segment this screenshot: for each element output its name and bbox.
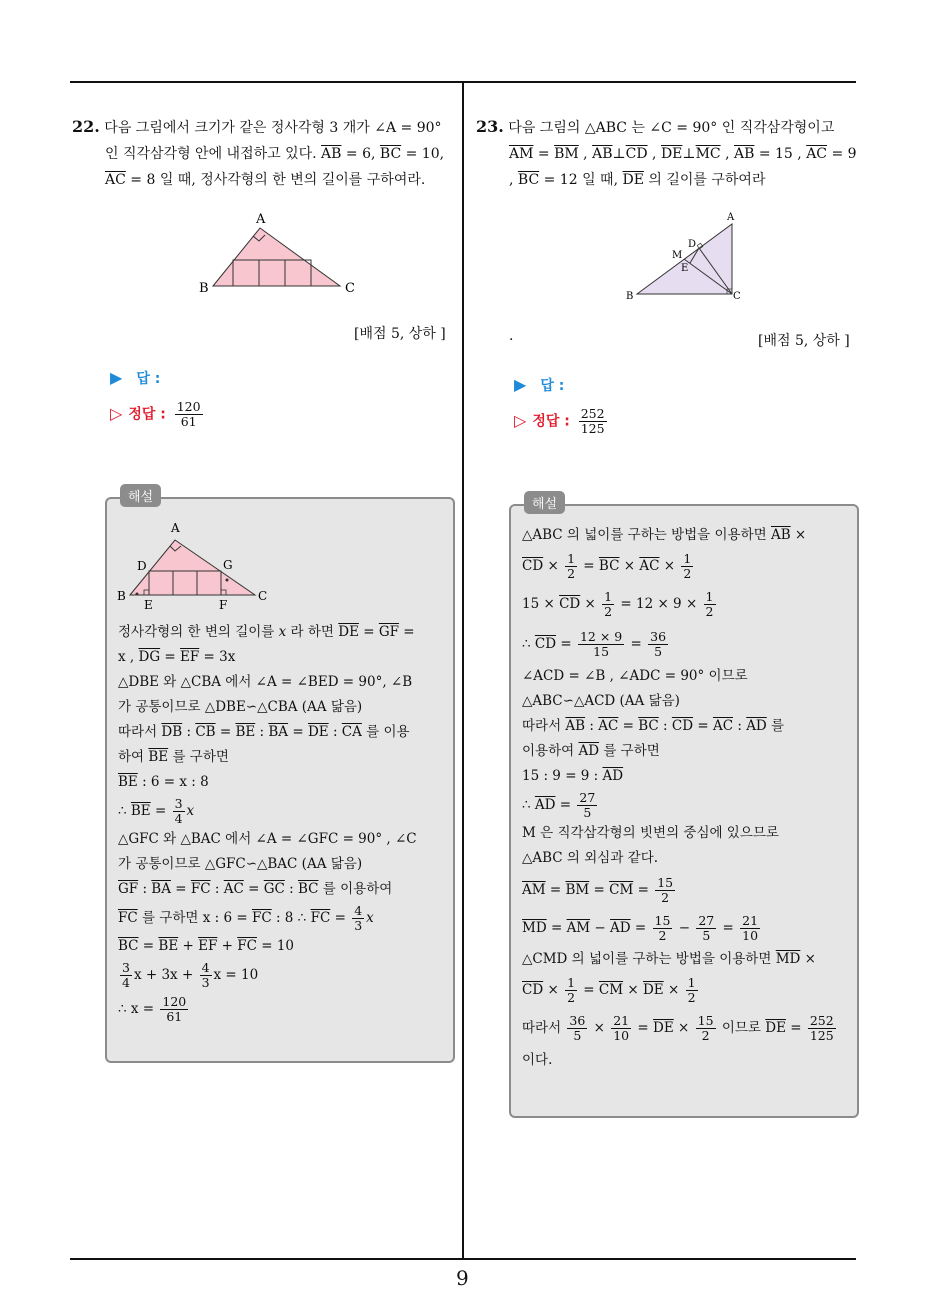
q22-solution-text bbox=[118, 620, 443, 1027]
seg-fc: $\overline{FC}$ bbox=[310, 910, 331, 926]
fraction bbox=[681, 552, 693, 581]
seg-ab: $\overline{AB}$ bbox=[565, 718, 586, 734]
sol-text: 를 이용 bbox=[361, 724, 410, 740]
fraction-numerator: 120 bbox=[176, 399, 201, 414]
q22-line2: 인 직각삼각형 안에 내접하고 있다. bbox=[105, 146, 322, 162]
var-x: x bbox=[278, 624, 287, 640]
label-m: M bbox=[672, 250, 683, 261]
sol-text: ∴ bbox=[522, 797, 535, 813]
seg-fc: $\overline{FC}$ bbox=[118, 910, 138, 926]
sol-text: 이므로 bbox=[717, 1020, 766, 1036]
sol-text: × bbox=[580, 596, 601, 612]
seg-ad: $\overline{AD}$ bbox=[746, 718, 767, 734]
sol-text: 15 × bbox=[522, 596, 560, 612]
var-x: x bbox=[186, 803, 195, 819]
fraction-denominator: 5 bbox=[583, 805, 592, 820]
label-e: E bbox=[144, 598, 153, 612]
fraction bbox=[565, 552, 577, 581]
seg-ab: $\overline{AB}$ bbox=[770, 527, 791, 543]
sol-text: = bbox=[626, 636, 647, 652]
sol-text: 따라서 bbox=[118, 724, 162, 740]
seg-be: $\overline{BE}$ bbox=[148, 749, 169, 765]
seg-cb: $\overline{CB}$ bbox=[195, 724, 216, 740]
sol-text: △CMD 의 넓이를 구하는 방법을 이용하면 bbox=[522, 951, 776, 967]
fraction bbox=[352, 904, 364, 933]
seg-bc: $\overline{BC}$ bbox=[118, 938, 139, 954]
seg-ba: $\overline{BA}$ bbox=[268, 724, 289, 740]
q23-text: , bbox=[509, 172, 518, 188]
sol-text: 라 하면 bbox=[286, 624, 339, 640]
fraction-numerator: 252 bbox=[580, 406, 605, 421]
label-b: B bbox=[626, 291, 634, 302]
q22-triangle-figure bbox=[195, 208, 365, 298]
seg-ab: $\overline{AB}$ bbox=[592, 146, 613, 162]
sol-text: 하여 bbox=[118, 749, 149, 765]
fraction-denominator: 61 bbox=[166, 1009, 183, 1024]
seg-ac: $\overline{AC}$ bbox=[712, 718, 734, 734]
fraction-denominator: 125 bbox=[809, 1028, 834, 1043]
fraction-denominator: 3 bbox=[354, 918, 363, 933]
sol-line: 가 공통이므로 △DBE∽△CBA (AA 닮음) bbox=[118, 699, 363, 715]
seg-bc: $\overline{BC}$ bbox=[638, 718, 659, 734]
var-x: x bbox=[366, 910, 374, 926]
sol-text: = bbox=[150, 803, 171, 819]
q23-correct-row bbox=[514, 407, 609, 436]
fraction-denominator: 125 bbox=[580, 421, 605, 436]
fraction-denominator: 5 bbox=[702, 928, 711, 943]
q22-score: [배점 5, 상하 ] bbox=[354, 326, 446, 342]
seg-ef: $\overline{EF}$ bbox=[180, 649, 200, 665]
q23-dot: . bbox=[509, 328, 514, 344]
sol-line: ∠ACD = ∠B , ∠ADC = 90° 이므로 bbox=[522, 668, 748, 684]
label-g: G bbox=[223, 558, 233, 572]
sol-text: : bbox=[284, 881, 298, 897]
fraction bbox=[686, 976, 698, 1005]
sol-text: + bbox=[217, 938, 238, 954]
fraction bbox=[696, 914, 716, 943]
fraction bbox=[653, 914, 673, 943]
fraction bbox=[808, 1014, 836, 1043]
seg-cm: $\overline{CM}$ bbox=[609, 882, 634, 898]
play-icon: ▶ bbox=[514, 375, 527, 394]
sol-line: △ABC 의 외심과 같다. bbox=[522, 850, 659, 866]
label-c: C bbox=[345, 281, 355, 296]
sol-text: = bbox=[693, 718, 713, 734]
seg-md: $\overline{MD}$ bbox=[522, 920, 547, 936]
sol-text: : bbox=[255, 724, 269, 740]
sol-text: × bbox=[543, 982, 564, 998]
sol-text: = bbox=[718, 920, 739, 936]
q22-solution-figure bbox=[115, 518, 275, 613]
fraction bbox=[648, 630, 668, 659]
q23-solution-tag: 해설 bbox=[524, 491, 565, 514]
sol-line: 이다. bbox=[522, 1052, 553, 1068]
q22-text: = 10, bbox=[401, 146, 445, 162]
sol-text: × bbox=[619, 558, 640, 574]
label-e: E bbox=[681, 263, 689, 274]
sol-line: △ABC∽△ACD (AA 닮음) bbox=[522, 693, 680, 709]
sol-text: : bbox=[733, 718, 747, 734]
sol-line: △GFC 와 △BAC 에서 ∠A = ∠GFC = 90° , ∠C bbox=[118, 831, 417, 847]
seg-bc: $\overline{BC}$ bbox=[517, 172, 540, 188]
fraction-numerator: 15 bbox=[654, 913, 671, 928]
fraction-numerator: 1 bbox=[567, 975, 576, 990]
label-b: B bbox=[199, 281, 209, 296]
sol-text: : bbox=[182, 724, 196, 740]
sol-text: − bbox=[590, 920, 611, 936]
fraction-denominator: 4 bbox=[174, 811, 183, 826]
seg-fc: $\overline{FC}$ bbox=[237, 938, 257, 954]
sol-text: = bbox=[555, 797, 576, 813]
fraction-numerator: 3 bbox=[122, 960, 130, 975]
sol-text: : bbox=[138, 881, 152, 897]
sol-text: 를 구하면 bbox=[599, 743, 660, 759]
sol-text: 따라서 bbox=[522, 718, 566, 734]
label-b: B bbox=[117, 589, 126, 603]
fraction bbox=[578, 630, 624, 659]
sol-text: = bbox=[288, 724, 308, 740]
sol-text: : bbox=[210, 881, 224, 897]
fraction-numerator: 36 bbox=[650, 629, 667, 644]
sol-text: : bbox=[328, 724, 342, 740]
sol-text: × bbox=[673, 1020, 694, 1036]
seg-de: $\overline{DE}$ bbox=[622, 172, 644, 188]
fraction-denominator: 10 bbox=[742, 928, 759, 943]
sol-text: = bbox=[785, 1020, 806, 1036]
seg-ac: $\overline{AC}$ bbox=[105, 172, 126, 188]
seg-ad: $\overline{AD}$ bbox=[534, 797, 556, 813]
fraction-denominator: 15 bbox=[593, 644, 610, 659]
sol-text: = bbox=[579, 982, 599, 998]
sol-text: = 10 bbox=[256, 938, 295, 954]
q23-text: ⊥ bbox=[682, 146, 696, 162]
sol-text: × bbox=[800, 951, 816, 967]
sol-text: = bbox=[589, 882, 610, 898]
sol-text: = bbox=[399, 624, 415, 640]
seg-cd: $\overline{CD}$ bbox=[559, 596, 581, 612]
sol-text: = bbox=[170, 881, 191, 897]
fraction-numerator: 21 bbox=[742, 913, 759, 928]
seg-am: $\overline{AM}$ bbox=[509, 146, 534, 162]
sol-text: 를 bbox=[766, 718, 785, 734]
fraction-numerator: 252 bbox=[809, 1013, 834, 1028]
sol-text: = bbox=[618, 718, 639, 734]
seg-de: $\overline{DE}$ bbox=[338, 624, 359, 640]
play-outline-icon: ▷ bbox=[514, 410, 527, 430]
fraction-denominator: 3 bbox=[201, 975, 210, 990]
fraction bbox=[611, 1014, 631, 1043]
fraction bbox=[696, 1014, 716, 1043]
fraction-denominator: 61 bbox=[180, 414, 197, 429]
sol-text: − bbox=[674, 920, 695, 936]
sol-text: = bbox=[160, 649, 181, 665]
q23-line1: 다음 그림의 △ABC 는 ∠C = 90° 인 직각삼각형이고 bbox=[508, 120, 835, 136]
q22-text: = 6, bbox=[341, 146, 380, 162]
sol-text: 를 이용하여 bbox=[318, 881, 393, 897]
fraction-denominator: 2 bbox=[604, 604, 613, 619]
fraction-numerator: 27 bbox=[579, 790, 596, 805]
sol-text: = bbox=[630, 920, 651, 936]
sol-text: = bbox=[243, 881, 264, 897]
seg-cm: $\overline{CM}$ bbox=[598, 982, 624, 998]
sol-line: M 은 직각삼각형의 빗변의 중심에 있으므로 bbox=[522, 825, 779, 841]
seg-be: $\overline{BE}$ bbox=[130, 803, 151, 819]
q23-text: , bbox=[578, 146, 593, 162]
seg-bm: $\overline{BM}$ bbox=[554, 146, 579, 162]
label-a: A bbox=[256, 212, 266, 227]
seg-ad: $\overline{AD}$ bbox=[610, 920, 631, 936]
sol-text: = bbox=[138, 938, 159, 954]
fraction-denominator: 5 bbox=[654, 644, 663, 659]
fraction-numerator: 1 bbox=[604, 589, 613, 604]
sol-text: = bbox=[358, 624, 379, 640]
seg-dg: $\overline{DG}$ bbox=[138, 649, 161, 665]
sol-text: + bbox=[178, 938, 199, 954]
q22-question bbox=[72, 114, 457, 193]
sol-text: = bbox=[546, 920, 567, 936]
sol-text: × bbox=[659, 558, 680, 574]
play-icon: ▶ bbox=[110, 368, 123, 387]
sol-text: × bbox=[623, 982, 643, 998]
fraction bbox=[577, 791, 597, 820]
fraction-numerator: 15 bbox=[697, 1013, 714, 1028]
answer-label: 답 : bbox=[540, 378, 565, 394]
fraction-numerator: 120 bbox=[162, 994, 187, 1009]
q23-score: [배점 5, 상하 ] bbox=[758, 333, 850, 349]
fraction-denominator: 4 bbox=[122, 975, 130, 990]
sol-text: = bbox=[633, 1020, 654, 1036]
q22-line1: 다음 그림에서 크기가 같은 정사각형 3 개가 ∠A = 90° bbox=[104, 120, 442, 136]
seg-gf: $\overline{GF}$ bbox=[118, 881, 139, 897]
seg-ba: $\overline{BA}$ bbox=[151, 881, 171, 897]
fraction-numerator: 1 bbox=[687, 975, 696, 990]
q22-correct-answer bbox=[175, 400, 203, 429]
sol-text: x + 3x + bbox=[133, 967, 198, 983]
label-f: F bbox=[219, 598, 228, 612]
answer-label: 답 : bbox=[136, 371, 161, 387]
q23-answer-row bbox=[514, 375, 564, 395]
sol-text: x = 10 bbox=[213, 967, 259, 983]
q23-question bbox=[476, 114, 861, 193]
q23-correct-answer bbox=[579, 407, 607, 436]
sol-text: 15 : 9 = 9 : bbox=[522, 768, 603, 784]
seg-cd: $\overline{CD}$ bbox=[534, 636, 557, 652]
fraction-denominator: 2 bbox=[701, 1028, 710, 1043]
seg-bm: $\overline{BM}$ bbox=[565, 882, 590, 898]
fraction-numerator: 12 × 9 bbox=[579, 629, 623, 644]
fraction bbox=[602, 590, 614, 619]
seg-ab: $\overline{AB}$ bbox=[321, 146, 342, 162]
sol-text: : bbox=[658, 718, 672, 734]
fraction-numerator: 15 bbox=[657, 875, 674, 890]
seg-ad: $\overline{AD}$ bbox=[578, 743, 600, 759]
sol-text: 이용하여 bbox=[522, 743, 579, 759]
fraction-denominator: 2 bbox=[567, 990, 576, 1005]
sol-text: × bbox=[663, 982, 684, 998]
seg-ac: $\overline{AC}$ bbox=[223, 881, 244, 897]
seg-bc: $\overline{BC}$ bbox=[297, 881, 319, 897]
q23-text: = 15 , bbox=[754, 146, 807, 162]
sol-text: 를 구하면 x : 6 = bbox=[137, 910, 252, 926]
seg-de: $\overline{DE}$ bbox=[660, 146, 683, 162]
seg-be: $\overline{BE}$ bbox=[158, 938, 179, 954]
fraction-numerator: 21 bbox=[613, 1013, 630, 1028]
fraction-denominator: 2 bbox=[705, 604, 714, 619]
sol-text: 정사각형의 한 변의 길이를 bbox=[118, 624, 279, 640]
seg-fc: $\overline{FC}$ bbox=[190, 881, 211, 897]
label-c: C bbox=[258, 589, 268, 603]
fraction bbox=[565, 976, 577, 1005]
sol-text: : 6 = x : 8 bbox=[137, 774, 209, 790]
fraction-numerator: 1 bbox=[683, 551, 692, 566]
fraction-denominator: 2 bbox=[661, 890, 670, 905]
fraction bbox=[120, 961, 132, 990]
bottom-rule bbox=[70, 1258, 856, 1260]
sol-text: = 12 × 9 × bbox=[616, 596, 702, 612]
sol-text: = 3x bbox=[199, 649, 236, 665]
label-d: D bbox=[688, 239, 697, 250]
sol-text: = bbox=[579, 558, 599, 574]
sol-text: ∴ x = bbox=[118, 1001, 159, 1017]
q23-triangle-figure bbox=[620, 208, 750, 308]
fraction bbox=[200, 961, 212, 990]
sol-text: ∴ bbox=[522, 636, 535, 652]
fraction bbox=[704, 590, 716, 619]
fraction-numerator: 3 bbox=[174, 796, 183, 811]
fraction-numerator: 4 bbox=[201, 960, 210, 975]
label-a: A bbox=[171, 521, 180, 535]
correct-label: 정답 : bbox=[532, 413, 570, 430]
seg-ca: $\overline{CA}$ bbox=[341, 724, 362, 740]
sol-text: : 8 ∴ bbox=[271, 910, 311, 926]
sol-line: △DBE 와 △CBA 에서 ∠A = ∠BED = 90°, ∠B bbox=[118, 674, 413, 690]
sol-text: △ABC 의 넓이를 구하는 방법을 이용하면 bbox=[522, 527, 771, 543]
seg-cd: $\overline{CD}$ bbox=[522, 982, 544, 998]
sol-text: 를 구하면 bbox=[168, 749, 229, 765]
fraction-numerator: 1 bbox=[567, 551, 576, 566]
q23-text: ⊥ bbox=[612, 146, 626, 162]
seg-de: $\overline{DE}$ bbox=[642, 982, 664, 998]
seg-be: $\overline{BE}$ bbox=[118, 774, 138, 790]
sol-text: = bbox=[330, 910, 351, 926]
fraction bbox=[740, 914, 760, 943]
seg-de: $\overline{DE}$ bbox=[307, 724, 329, 740]
fraction-numerator: 1 bbox=[705, 589, 714, 604]
label-c: C bbox=[733, 291, 741, 302]
fraction bbox=[655, 876, 675, 905]
q23-text: = 12 일 때, bbox=[539, 172, 623, 188]
seg-ab: $\overline{AB}$ bbox=[733, 146, 755, 162]
fraction-numerator: 36 bbox=[569, 1013, 586, 1028]
fraction-denominator: 2 bbox=[567, 566, 576, 581]
fraction-denominator: 2 bbox=[687, 990, 696, 1005]
sol-text: = bbox=[545, 882, 566, 898]
sol-text: 따라서 bbox=[522, 1020, 566, 1036]
sol-line: 가 공통이므로 △GFC∽△BAC (AA 닮음) bbox=[118, 856, 363, 872]
q23-text: = 9 bbox=[827, 146, 857, 162]
seg-bc: $\overline{BC}$ bbox=[598, 558, 620, 574]
seg-fc: $\overline{FC}$ bbox=[251, 910, 272, 926]
sol-text: : bbox=[585, 718, 599, 734]
sol-text: × bbox=[543, 558, 564, 574]
seg-ac: $\overline{AC}$ bbox=[598, 718, 619, 734]
sol-text: x , bbox=[118, 649, 139, 665]
fraction bbox=[160, 995, 188, 1024]
fraction-denominator: 10 bbox=[613, 1028, 630, 1043]
sol-text: ∴ bbox=[118, 803, 131, 819]
fraction-numerator: 4 bbox=[354, 903, 363, 918]
q22-answer-row bbox=[110, 368, 160, 388]
seg-ac: $\overline{AC}$ bbox=[806, 146, 828, 162]
sol-text: = bbox=[215, 724, 236, 740]
fraction-denominator: 5 bbox=[573, 1028, 582, 1043]
seg-de: $\overline{DE}$ bbox=[765, 1020, 786, 1036]
seg-mc: $\overline{MC}$ bbox=[695, 146, 721, 162]
q22-line3: = 8 일 때, 정사각형의 한 변의 길이를 구하여라. bbox=[125, 172, 426, 188]
fraction-numerator: 27 bbox=[698, 913, 715, 928]
seg-cd: $\overline{CD}$ bbox=[522, 558, 544, 574]
seg-be: $\overline{BE}$ bbox=[235, 724, 256, 740]
play-outline-icon: ▷ bbox=[110, 403, 123, 423]
seg-ef: $\overline{EF}$ bbox=[198, 938, 218, 954]
seg-md: $\overline{MD}$ bbox=[775, 951, 801, 967]
column-divider bbox=[462, 83, 464, 1258]
seg-de: $\overline{DE}$ bbox=[653, 1020, 674, 1036]
fraction bbox=[173, 797, 185, 826]
label-d: D bbox=[137, 559, 147, 573]
q23-text: = bbox=[533, 146, 555, 162]
q23-solution-text bbox=[522, 523, 847, 1073]
q23-text: 의 길이를 구하여라 bbox=[643, 172, 766, 188]
fraction-denominator: 2 bbox=[683, 566, 692, 581]
correct-label: 정답 : bbox=[128, 406, 166, 423]
q23-text: , bbox=[647, 146, 661, 162]
sol-text: × bbox=[790, 527, 807, 543]
seg-am: $\overline{AM}$ bbox=[566, 920, 591, 936]
seg-am: $\overline{AM}$ bbox=[522, 882, 546, 898]
fraction-denominator: 2 bbox=[658, 928, 667, 943]
sol-text: × bbox=[589, 1020, 610, 1036]
page-number: 9 bbox=[456, 1266, 469, 1290]
seg-gf: $\overline{GF}$ bbox=[378, 624, 399, 640]
seg-ac: $\overline{AC}$ bbox=[639, 558, 660, 574]
fraction bbox=[567, 1014, 587, 1043]
label-a: A bbox=[727, 212, 735, 223]
seg-bc: $\overline{BC}$ bbox=[379, 146, 402, 162]
seg-ad: $\overline{AD}$ bbox=[602, 768, 624, 784]
q22-number: 22. bbox=[72, 117, 100, 136]
seg-cd: $\overline{CD}$ bbox=[625, 146, 648, 162]
sol-text: = bbox=[556, 636, 576, 652]
seg-gc: $\overline{GC}$ bbox=[263, 881, 285, 897]
seg-cd: $\overline{CD}$ bbox=[671, 718, 694, 734]
q23-text: , bbox=[720, 146, 734, 162]
q22-correct-row bbox=[110, 400, 205, 429]
seg-db: $\overline{DB}$ bbox=[161, 724, 183, 740]
sol-text: = bbox=[633, 882, 654, 898]
q22-solution-tag: 해설 bbox=[120, 484, 161, 507]
q23-number: 23. bbox=[476, 117, 504, 136]
